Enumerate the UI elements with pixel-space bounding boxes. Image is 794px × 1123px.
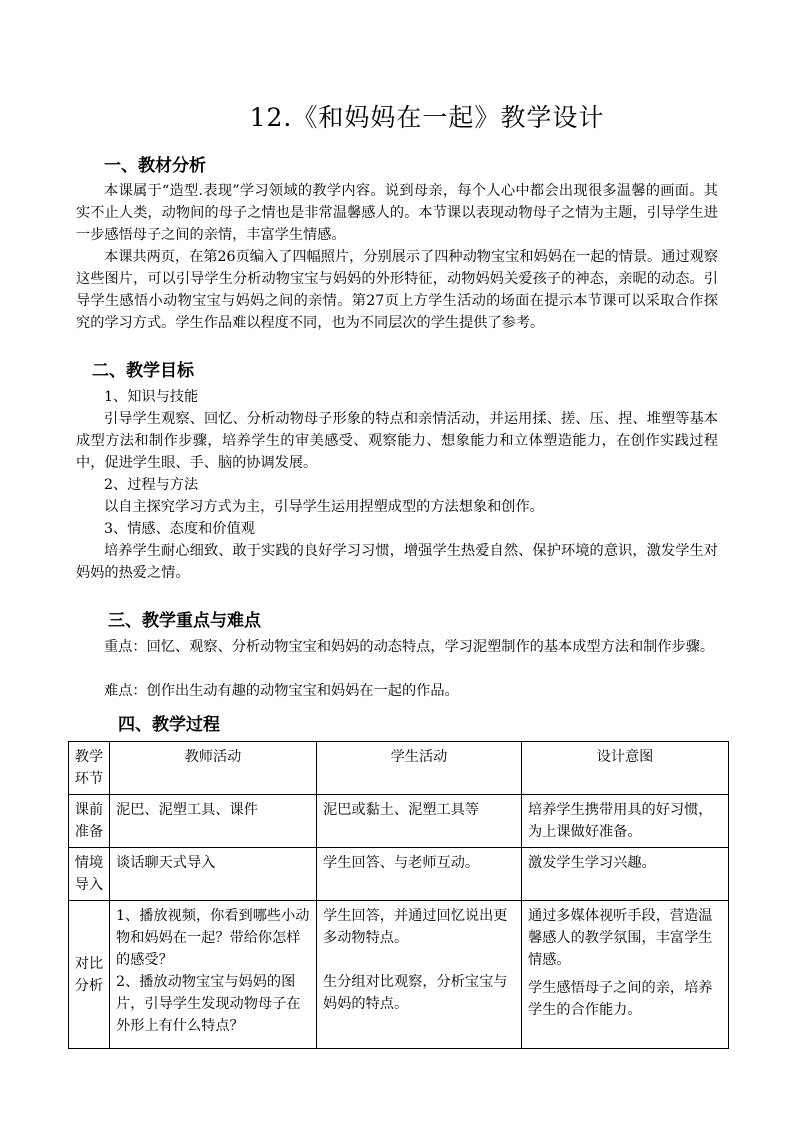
difficulty-text: 难点：创作出生动有趣的动物宝宝和妈妈在一起的作品。 [104, 683, 459, 699]
table-row [69, 901, 729, 1049]
objective-3-text: 培养学生耐心细致、敢于实践的良好学习习惯，增强学生热爱自然、保护环境的意识，激发学生对妈妈的热爱之情。 [76, 543, 718, 581]
row-student: 学生回答、与老师互动。 [317, 848, 522, 901]
row-intent [522, 901, 729, 1049]
row-stage: 课前准备 [69, 795, 110, 848]
row-stage: 情境导入 [69, 848, 110, 901]
section-heading-key-points: 三、教学重点与难点 [108, 611, 261, 631]
header-teacher: 教师活动 [110, 742, 317, 795]
table-row [69, 795, 729, 848]
objective-2-text: 以自主探究学习方式为主，引导学生运用捏塑成型的方法想象和创作。 [104, 499, 544, 515]
analysis-paragraph-2: 本课共两页，在第26页编入了四幅照片，分别展示了四种动物宝宝和妈妈在一起的情景。通过观察这些图片，可以引导学生分析动物宝宝与妈妈的外形特征，动物妈妈关爱孩子的神态，亲昵的动态。引导学生感悟小动物宝宝与妈妈之间的亲情。第27页上方学生活动的场面在提示本节课可以采取合作探究的学习方式。学生作品难以程度不同，也为不同层次的学生提供了参考。 [76, 249, 718, 331]
row-stage: 对比分析 [69, 901, 110, 1049]
row-teacher: 谈话聊天式导入 [110, 848, 317, 901]
analysis-paragraph-1: 本课属于“造型.表现”学习领域的教学内容。说到母亲，每个人心中都会出现很多温馨的画面。其实不止人类，动物间的母子之情也是非常温馨感人的。本节课以表现动物母子之情为主题，引导学生进一步感悟母子之间的亲情，丰富学生情感。 [76, 183, 718, 243]
teacher-step-2: 2、播放动物宝宝与妈妈的图片，引导学生发现动物母子在外形上有什么特点？ [116, 974, 301, 1034]
table-row [69, 848, 729, 901]
student-step-2: 生分组对比观察，分析宝宝与妈妈的特点。 [323, 974, 508, 1012]
row-teacher: 泥巴、泥塑工具、课件 [110, 795, 317, 848]
section-heading-objectives: 二、教学目标 [92, 361, 194, 381]
row-teacher [110, 901, 317, 1049]
header-stage: 教学环节 [69, 742, 110, 795]
page-title: 12.《和妈妈在一起》教学设计 [249, 103, 605, 132]
row-intent: 培养学生携带用具的好习惯，为上课做好准备。 [522, 795, 729, 848]
row-student: 泥巴或黏土、泥塑工具等 [317, 795, 522, 848]
student-step-1: 学生回答，并通过回忆说出更多动物特点。 [323, 908, 508, 946]
header-student: 学生活动 [317, 742, 522, 795]
objective-1-text: 引导学生观察、回忆、分析动物母子形象的特点和亲情活动，并运用揉、搓、压、捏、堆塑等基本成型方法和制作步骤，培养学生的审美感受、观察能力、想象能力和立体塑造能力，在创作实践过程中，促进学生眼、手、脑的协调发展。 [76, 411, 718, 471]
row-intent: 激发学生学习兴趣。 [522, 848, 729, 901]
section-heading-process: 四、教学过程 [118, 715, 220, 735]
objective-1-title: 1、知识与技能 [104, 389, 199, 405]
teacher-step-1: 1、播放视频，你看到哪些小动物和妈妈在一起？带给你怎样的感受？ [116, 908, 310, 968]
teaching-process-table [68, 741, 729, 1049]
objective-3-title: 3、情感、态度和价值观 [104, 521, 255, 537]
intent-step-2: 学生感悟母子之间的亲，培养学生的合作能力。 [528, 980, 713, 1018]
objective-2-title: 2、过程与方法 [104, 477, 199, 493]
section-heading-analysis: 一、教材分析 [104, 156, 206, 176]
key-point-text: 重点：回忆、观察、分析动物宝宝和妈妈的动态特点，学习泥塑制作的基本成型方法和制作步骤。 [104, 639, 715, 655]
header-intent: 设计意图 [522, 742, 729, 795]
table-header-row [69, 742, 729, 795]
intent-step-1: 通过多媒体视听手段，营造温馨感人的教学氛围，丰富学生情感。 [528, 908, 713, 968]
row-student [317, 901, 522, 1049]
